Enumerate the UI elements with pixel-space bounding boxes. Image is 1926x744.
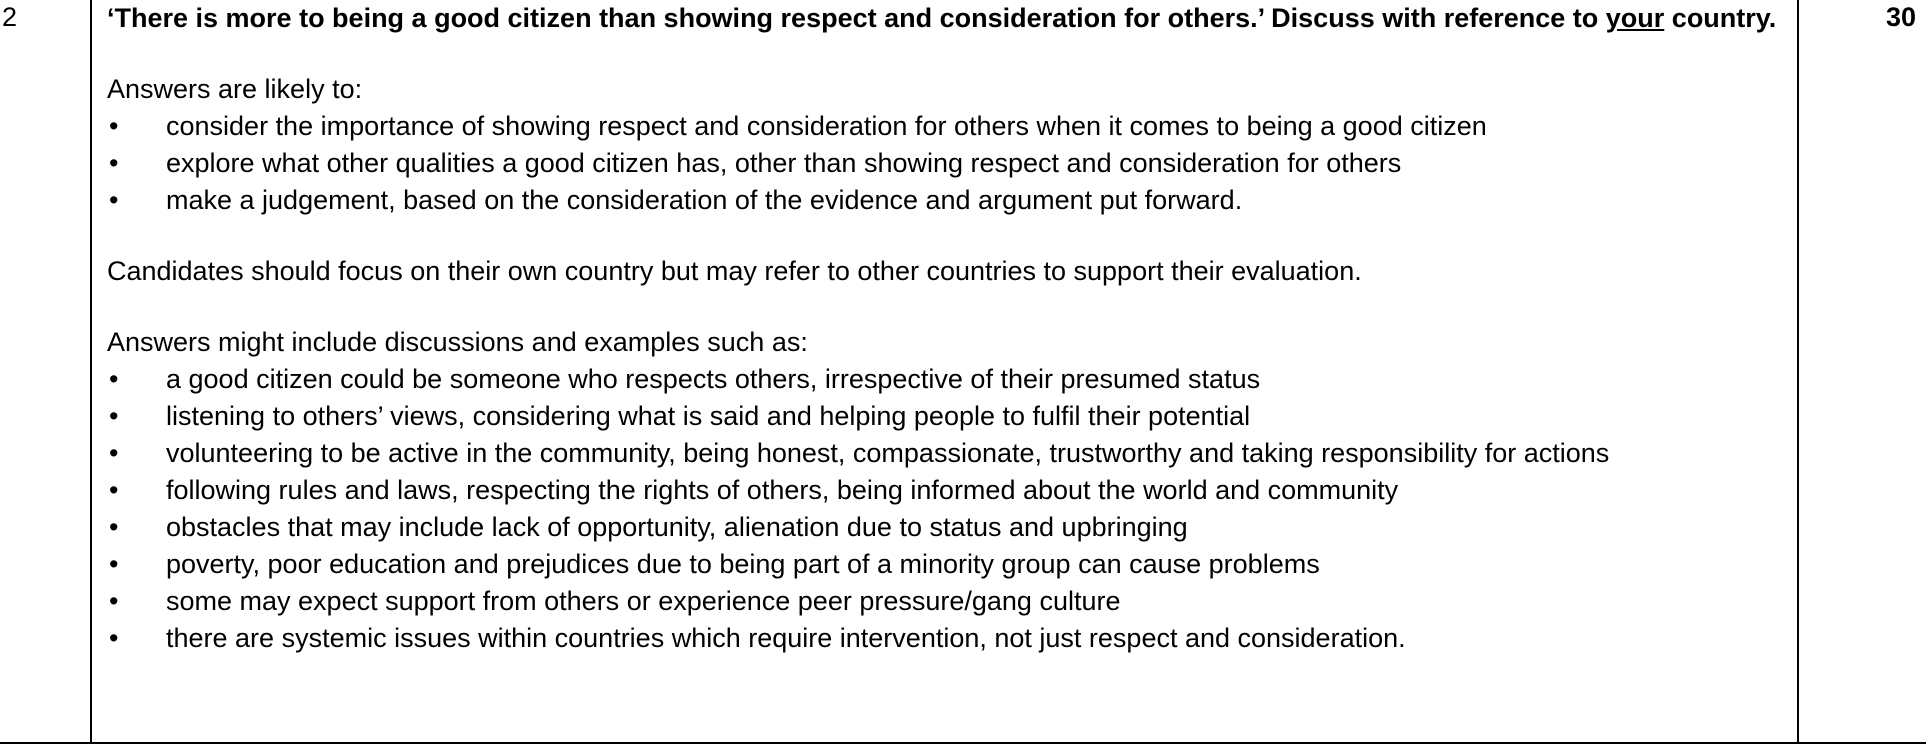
list-item-text: there are systemic issues within countries which require intervention, not just respect and consideration.: [166, 623, 1406, 653]
list-item: [107, 509, 1798, 546]
include-intro: Answers might include discussions and examples such as:: [107, 327, 808, 357]
list-item-text: explore what other qualities a good citizen has, other than showing respect and consideration for others: [166, 148, 1402, 178]
list-item-text: poverty, poor education and prejudices due to being part of a minority group can cause problems: [166, 549, 1320, 579]
question-text: [107, 0, 1798, 37]
bullet-icon: •: [109, 111, 119, 141]
list-item: [107, 361, 1798, 398]
list-item: [107, 108, 1798, 145]
likely-intro: Answers are likely to:: [107, 74, 363, 104]
spacer: [107, 290, 1798, 324]
guidance-cell: [92, 0, 1798, 744]
bullet-icon: •: [109, 623, 119, 653]
bullet-icon: •: [109, 185, 119, 215]
list-item-text: following rules and laws, respecting the rights of others, being informed about the world and community: [166, 475, 1399, 505]
list-item: [107, 620, 1798, 657]
likely-list: [107, 108, 1798, 219]
list-item: [107, 435, 1798, 472]
list-item-text: consider the importance of showing respect and consideration for others when it comes to being a good citizen: [166, 111, 1487, 141]
bullet-icon: •: [109, 364, 119, 394]
list-item-text: obstacles that may include lack of opportunity, alienation due to status and upbringing: [166, 512, 1188, 542]
include-list: [107, 361, 1798, 657]
list-item-text: volunteering to be active in the community, being honest, compassionate, trustworthy and taking responsibility for actions: [166, 438, 1610, 468]
focus-note: Candidates should focus on their own country but may refer to other countries to support their evaluation.: [107, 256, 1362, 286]
marks-cell: [1797, 0, 1926, 744]
question-number-cell: [0, 0, 92, 744]
bullet-icon: •: [109, 438, 119, 468]
list-item-text: some may expect support from others or experience peer pressure/gang culture: [166, 586, 1121, 616]
question-text-part1: ‘There is more to being a good citizen than showing respect and consideration for others.’ Discuss with reference to: [107, 3, 1606, 33]
question-number: 2: [2, 2, 18, 32]
spacer: [107, 219, 1798, 253]
bullet-icon: •: [109, 586, 119, 616]
list-item: [107, 182, 1798, 219]
bullet-icon: •: [109, 475, 119, 505]
list-item-text: listening to others’ views, considering what is said and helping people to fulfil their potential: [166, 401, 1251, 431]
question-text-part2: country.: [1664, 3, 1777, 33]
list-item-text: a good citizen could be someone who respects others, irrespective of their presumed status: [166, 364, 1261, 394]
question-text-underlined: your: [1605, 3, 1665, 33]
bullet-icon: •: [109, 148, 119, 178]
spacer: [107, 37, 1798, 71]
list-item-text: make a judgement, based on the consideration of the evidence and argument put forward.: [166, 185, 1243, 215]
list-item: [107, 398, 1798, 435]
marks-value: 30: [1885, 2, 1916, 32]
list-item: [107, 472, 1798, 509]
bullet-icon: •: [109, 549, 119, 579]
list-item: [107, 583, 1798, 620]
bullet-icon: •: [109, 512, 119, 542]
list-item: [107, 145, 1798, 182]
bullet-icon: •: [109, 401, 119, 431]
list-item: [107, 546, 1798, 583]
